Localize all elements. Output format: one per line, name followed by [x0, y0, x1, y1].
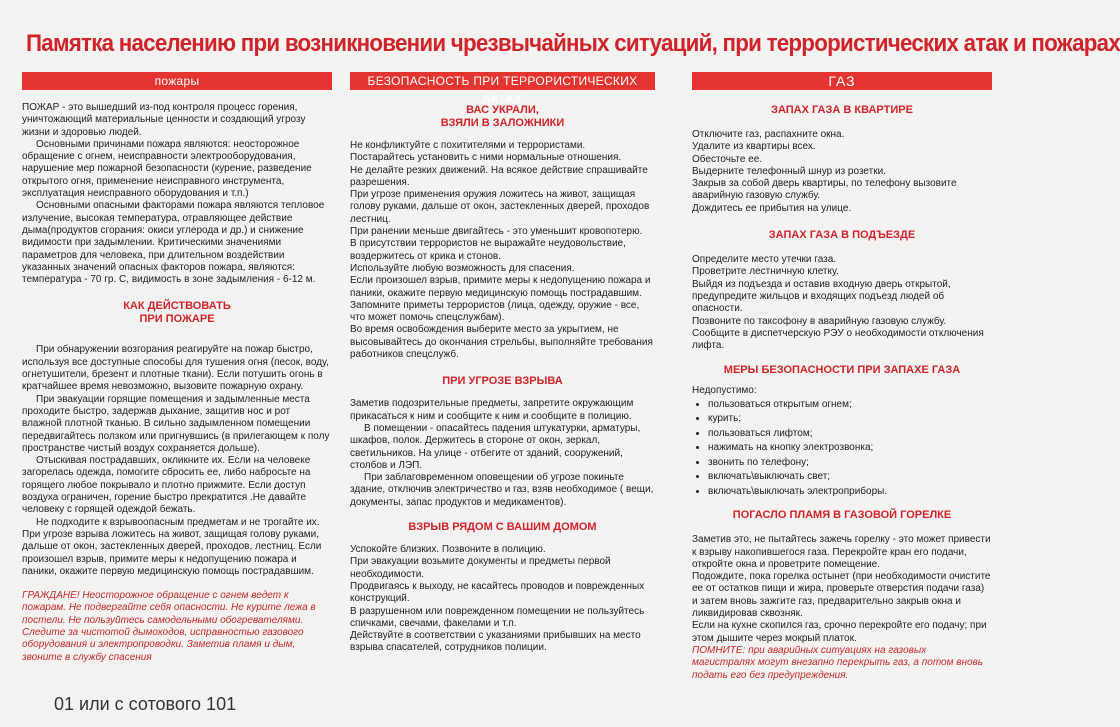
- hostage-item: Используйте любую возможность для спасения.: [350, 262, 575, 274]
- gas-header-bar: ГАЗ: [692, 72, 992, 90]
- citizens-warning: ГРАЖДАНЕ! Неосторожное обращение с огнем ведет к пожарам. Не подвергайте себя опасности. Не курите лежа в постели. Не пользуйтесь самодельными обогревателями. Следите за чистотой дымоходов, исправностью газового оборудования и электропроводки. Заметив пламя и дым, звоните в службу спасения: [22, 590, 316, 663]
- gas-forbidden-item: • нажимать на кнопку электрозвонка;: [708, 441, 992, 456]
- gas-entrance-heading: ЗАПАХ ГАЗА В ПОДЪЕЗДЕ: [768, 229, 916, 242]
- gas-forbidden-item: • пользоваться лифтом;: [708, 427, 992, 442]
- hostage-item: Если произошел взрыв, примите меры к недопущению пожара и паники, окажите первую медицинскую помощь пострадавшим.: [350, 275, 651, 299]
- fires-header-bar: пожары: [22, 72, 332, 90]
- gas-forbidden-item: • курить;: [708, 412, 992, 427]
- gas-entrance-item: Определите место утечки газа.: [692, 254, 837, 266]
- gas-safety-heading: МЕРЫ БЕЗОПАСНОСТИ ПРИ ЗАПАХЕ ГАЗА: [723, 364, 961, 377]
- nearby-explosion-heading: ВЗРЫВ РЯДОМ С ВАШИМ ДОМОМ: [408, 521, 597, 534]
- nearby-explosion-item: Продвигаясь к выходу, не касайтесь проводов и поврежденных конструкций.: [350, 580, 645, 605]
- gas-entrance-item: Выйдя из подъезда и оставив входную дверь открытой, предупредите жильцов и входящих подъезд людей об опасности.: [692, 278, 951, 315]
- fire-factors: Основными опасными факторами пожара являются тепловое излучение, высокая температура, отравляющее действие дыма(продуктов сгорания: окиси углерода и др.) и снижение видимости при задымлении. Критическими значениями параметров для человека, при длительном воздействии указанных значений опасных факторов пожара, являются: температура - 70 гр. С, видимость в зоне задымления - 6-12 м.: [22, 200, 325, 286]
- nearby-explosion-item: В разрушенном или поврежденном помещении не пользуйтесь спичками, свечами, факелами и т.п.: [350, 605, 645, 629]
- nearby-explosion-item: Действуйте в соответствии с указаниями прибывших на место взрыва спасателей, сотрудников полиции.: [350, 630, 641, 654]
- explosion-threat-item: В помещении - опасайтесь падения штукатурки, арматуры, шкафов, полок. Держитесь в стороне от окон, зеркал, светильников. На улице - отбегите от зданий, сооружений, столбов и ЛЭП.: [350, 422, 641, 471]
- fire-actions-heading: КАК ДЕЙСТВОВАТЬ ПРИ ПОЖАРЕ: [123, 300, 231, 326]
- gas-forbidden-item: • включать\выключать электроприборы.: [708, 485, 992, 500]
- emergency-hotline: 01 или с сотового 101: [54, 694, 237, 714]
- gas-forbidden-item: • звонить по телефону;: [708, 456, 992, 471]
- gas-forbidden-item: • пользоваться открытым огнем;: [708, 398, 992, 413]
- page-title: Памятка населению при возникновении чрезвычайных ситуаций, при террористических атак и пожарах: [26, 30, 1120, 57]
- terror-column: [350, 72, 655, 655]
- hostage-item: Постарайтесь установить с ними нормальные отношения.: [350, 152, 622, 164]
- burner-flame-item: Заметив это, не пытайтесь зажечь горелку - это может привести к взрыву накопившегося газа. Перекройте кран его подачи, откройте окна и проветрите помещение.: [692, 534, 991, 570]
- gas-remember-note: ПОМНИТЕ: при аварийных ситуациях на газовых магистралях могут внезапно перекрыть газ, а потом вновь подать его без предупреждения.: [692, 644, 984, 681]
- burner-flame-heading: ПОГАСЛО ПЛАМЯ В ГАЗОВОЙ ГОРЕЛКЕ: [732, 509, 952, 522]
- gas-column: [692, 72, 992, 682]
- hostage-item: При ранении меньше двигайтесь - это уменьшит кровопотерю.: [350, 226, 643, 238]
- hostage-item: При угрозе применения оружия ложитесь на живот, защищая голову руками, дальше от окон, застекленных дверей, проходов лестниц.: [350, 189, 650, 225]
- gas-forbidden-list: [692, 398, 992, 500]
- gas-apartment-item: Отключите газ, распахните окна.: [692, 129, 845, 140]
- fire-causes: Основными причинами пожара являются: неосторожное обращение с огнем, неисправности электрооборудования, нарушение мер пожарной безопасности (курение, разведение открытого огня, применение неисправного инструмента, эксплуатация неисправного оборудования и т.п.): [22, 138, 312, 200]
- gas-apartment-heading: ЗАПАХ ГАЗА В КВАРТИРЕ: [771, 104, 913, 116]
- burner-flame-item: Подождите, пока горелка остынет (при необходимости очистите ее от остатков пищи и жира, проверьте отверстия подачи газа) и затем вновь зажгите газ, предварительно закрыв окна и ликвидировав сквозняк.: [692, 571, 991, 620]
- hostage-item: Во время освобождения выберите место за укрытием, не высовывайтесь до окончания стрельбы, выполняйте требования работников спецслужб.: [350, 324, 653, 361]
- fires-column: [22, 72, 332, 664]
- fire-action-paragraph: Не подходите к взрывоопасным предметам и не трогайте их. При угрозе взрыва ложитесь на живот, защищая голову руками, дальше от окон, застекленных дверей, проходов, лестниц. Если произошел взрыв, примите меры к недопущению пожара и паники, окажите первую медицинскую помощь пострадавшим.: [22, 516, 322, 577]
- fire-action-paragraph: При обнаружении возгорания реагируйте на пожар быстро, используя все доступные способы для тушения огня (песок, воду, огнетушители, брезент и плотные ткани). Если потушить огонь в кратчайшее время невозможно, вызовите пожарную охрану.: [22, 344, 329, 393]
- fire-action-paragraph: Отыскивая пострадавших, окликните их. Если на человеке загорелась одежда, помогите сбросить ее, либо набросьте на горящего любое покрывало и плотно прижмите. Если доступ воздуха ограничен, горение быстро прекратится .Не давайте человеку с горящей одеждой бежать.: [22, 455, 311, 516]
- hostage-item: В присутствии террористов не выражайте неудовольствие, воздержитесь от крика и стонов.: [350, 238, 626, 262]
- hostage-item: Не делайте резких движений. На всякое действие спрашивайте разрешения.: [350, 164, 648, 188]
- gas-apartment-item: Закрыв за собой дверь квартиры, по телефону вызовите аварийную газовую службу.: [692, 178, 957, 202]
- gas-safety-lead: Недопустимо:: [692, 385, 757, 397]
- gas-apartment-item: Дождитесь ее прибытия на улице.: [692, 202, 852, 214]
- nearby-explosion-item: Успокойте близких. Позвоните в полицию.: [350, 544, 546, 556]
- gas-apartment-item: Обесточьте ее.: [692, 153, 763, 165]
- nearby-explosion-item: При эвакуации возьмите документы и предметы первой необходимости.: [350, 556, 611, 580]
- fire-action-paragraph: При эвакуации горящие помещения и задымленные места проходите быстро, задержав дыхание, защитив нос и рот влажной плотной тканью. В сильно задымленном помещении передвигайтесь ползком или пригнувшись (в прилегающем к полу пространстве чистый воздух сохраняется дольше).: [22, 393, 330, 454]
- explosion-threat-item: При заблаговременном оповещении об угрозе покиньте здание, отключив электричество и газ, взяв необходимое ( вещи, документы, запас продуктов и медикаментов).: [350, 472, 654, 508]
- burner-flame-item: Если на кухне скопился газ, срочно перекройте его подачу; при этом дышите через мокрый платок.: [692, 620, 987, 644]
- explosion-threat-item: Заметив подозрительные предметы, запретите окружающим прикасаться к ним и сообщите к ним и сообщите в полицию.: [350, 398, 634, 422]
- hostage-item: Не конфликтуйте с похитителями и террористами.: [350, 140, 586, 151]
- gas-forbidden-item: • включать\выключать свет;: [708, 470, 992, 485]
- fire-definition: ПОЖАР - это вышедший из-под контроля процесс горения, уничтожающий материальные ценности и создающий угрозу жизни и здоровью людей.: [22, 102, 306, 138]
- gas-entrance-item: Позвоните по таксофону в аварийную газовую службу.: [692, 315, 947, 327]
- hostage-item: Запомните приметы террористов (лица, одежду, оружие - все, что может помочь спецслужбам).: [350, 299, 640, 324]
- gas-apartment-item: Выдерните телефонный шнур из розетки.: [692, 165, 886, 177]
- gas-entrance-item: Сообщите в диспетчерскую РЭУ о необходимости отключения лифта.: [692, 327, 984, 352]
- terror-header-bar: БЕЗОПАСНОСТЬ ПРИ ТЕРРОРИСТИЧЕСКИХ АКТАХ: [350, 72, 655, 90]
- gas-apartment-item: Удалите из квартиры всех.: [692, 141, 816, 153]
- gas-entrance-item: Проветрите лестничную клетку.: [692, 266, 839, 278]
- explosion-threat-heading: ПРИ УГРОЗЕ ВЗРЫВА: [442, 375, 563, 388]
- hostage-heading: ВАС УКРАЛИ, ВЗЯЛИ В ЗАЛОЖНИКИ: [440, 104, 565, 129]
